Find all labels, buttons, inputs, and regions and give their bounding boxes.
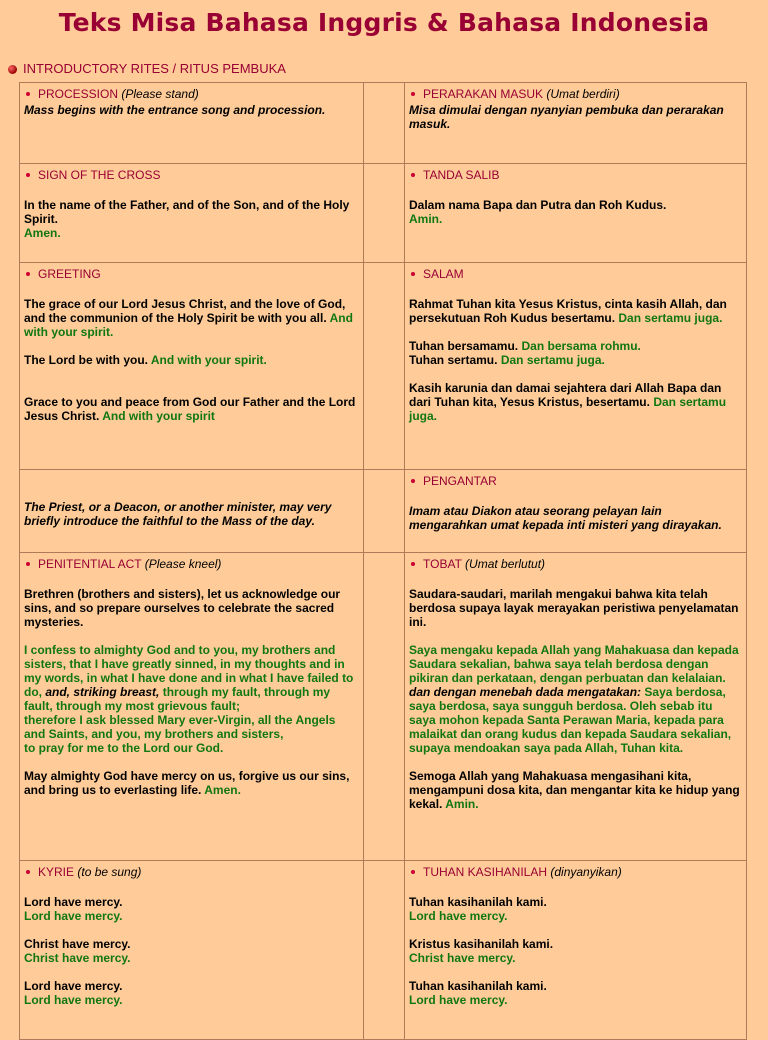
priest-text: Dalam nama Bapa dan Putra dan Roh Kudus. xyxy=(409,198,667,212)
confiteor-text: Saya berdosa, saya berdosa, saya sungguh berdosa. Oleh sebab itu saya mohon kepada Santa Perawan Maria, kepada para malaikat dan orang kudus dan kepada Saudara sekalian, supaya mendoakan saya pada Allah, Tuhan kita. xyxy=(409,685,732,755)
heading-procession: PROCESSION xyxy=(38,87,119,101)
page-title: Teks Misa Bahasa Inggris & Bahasa Indonesia xyxy=(58,8,710,37)
spacer-cell xyxy=(363,860,405,1040)
priest-text: Kasih karunia dan damai sejahtera dari Allah Bapa dan dari Tuhan kita, Yesus Kristus, besertamu. xyxy=(409,381,722,409)
rubric-text: Mass begins with the entrance song and procession. xyxy=(24,103,326,117)
spacer-cell xyxy=(363,469,405,553)
bullet-icon xyxy=(8,65,17,74)
cell-intro-id xyxy=(404,469,747,553)
priest-text: The Lord be with you. xyxy=(24,353,148,367)
priest-text: Christ have mercy. xyxy=(24,937,131,951)
spacer-cell xyxy=(363,163,405,263)
priest-text: May almighty God have mercy on us, forgive us our sins, and bring us to everlasting life. xyxy=(24,769,350,797)
priest-text: Saudara-saudari, marilah mengakui bahwa kita telah berdosa supaya layak merayakan peristiwa penyelamatan ini. xyxy=(409,587,739,629)
rubric-text: Misa dimulai dengan nyanyian pembuka dan perarakan masuk. xyxy=(409,103,724,131)
heading-penitential: PENITENTIAL ACT xyxy=(38,557,142,571)
bullet-icon xyxy=(411,562,415,566)
response-text: Lord have mercy. xyxy=(409,909,508,923)
priest-text: Tuhan sertamu. xyxy=(409,353,498,367)
response-text: Lord have mercy. xyxy=(24,909,123,923)
spacer-cell xyxy=(363,552,405,861)
heading-tobat: TOBAT xyxy=(423,557,462,571)
priest-text: Lord have mercy. xyxy=(24,979,123,993)
confiteor-text: to pray for me to the Lord our God. xyxy=(24,741,224,755)
bullet-icon xyxy=(26,173,30,177)
rubric-text: Imam atau Diakon atau seorang pelayan lain mengarahkan umat kepada inti misteri yang dirayakan. xyxy=(409,504,722,532)
bullet-icon xyxy=(411,272,415,276)
bullet-icon xyxy=(26,272,30,276)
heading-greeting: GREETING xyxy=(38,267,101,281)
rubric-note: (dinyanyikan) xyxy=(550,865,622,879)
priest-text: Tuhan kasihanilah kami. xyxy=(409,979,547,993)
priest-text: Kristus kasihanilah kami. xyxy=(409,937,554,951)
confiteor-text: therefore I ask blessed Mary ever-Virgin, all the Angels and Saints, and you, my brothers and sisters, xyxy=(24,713,336,741)
response-text: Dan bersama rohmu. xyxy=(521,339,641,353)
bullet-icon xyxy=(411,92,415,96)
bullet-icon xyxy=(26,92,30,96)
response-text: Amen. xyxy=(24,226,61,240)
heading-kyrie: KYRIE xyxy=(38,865,75,879)
cell-sign-en xyxy=(19,163,364,263)
response-text: Amin. xyxy=(409,212,443,226)
priest-text: Semoga Allah yang Mahakuasa mengasihani kita, mengampuni dosa kita, dan mengantar kita ke hidup yang kekal. xyxy=(409,769,740,811)
cell-penitential-id xyxy=(404,552,747,861)
heading-tanda-salib: TANDA SALIB xyxy=(423,168,500,182)
response-text: And with your spirit. xyxy=(24,311,353,339)
rubric-note: (to be sung) xyxy=(77,865,142,879)
bullet-icon xyxy=(411,870,415,874)
heading-tuhan-kasihanilah: TUHAN KASIHANILAH xyxy=(423,865,548,879)
rubric-note: (Umat berlutut) xyxy=(465,557,546,571)
priest-text: Tuhan kasihanilah kami. xyxy=(409,895,547,909)
cell-kyrie-en xyxy=(19,860,364,1040)
bullet-icon xyxy=(411,479,415,483)
rubric-text: and, striking breast, xyxy=(45,685,160,699)
confiteor-text: I confess to almighty God and to you, my brothers and sisters, that I have greatly sinned, in my thoughts and in my words, in what I have done and in what I have failed to do, xyxy=(24,643,354,699)
section-heading-label: INTRODUCTORY RITES / RITUS PEMBUKA xyxy=(23,61,286,76)
cell-procession-en xyxy=(19,82,364,164)
cell-procession-id xyxy=(404,82,747,164)
response-text: Dan sertamu juga. xyxy=(618,311,723,325)
priest-text: In the name of the Father, and of the Son, and of the Holy Spirit. xyxy=(24,198,350,226)
heading-salam: SALAM xyxy=(423,267,464,281)
rubric-text: The Priest, or a Deacon, or another minister, may very briefly introduce the faithful to the Mass of the day. xyxy=(24,500,332,528)
response-text: Lord have mercy. xyxy=(24,993,123,1007)
rubric-text: dan dengan menebah dada mengatakan: xyxy=(409,685,642,699)
priest-text: The grace of our Lord Jesus Christ, and the love of God, and the communion of the Holy Spirit be with you all. xyxy=(24,297,346,325)
response-text: Amen. xyxy=(204,783,241,797)
heading-sign: SIGN OF THE CROSS xyxy=(38,168,161,182)
response-text: And with your spirit xyxy=(102,409,215,423)
section-heading xyxy=(8,61,286,76)
response-text: Christ have mercy. xyxy=(409,951,516,965)
cell-greeting-en xyxy=(19,262,364,470)
bullet-icon xyxy=(26,870,30,874)
cell-intro-en xyxy=(19,469,364,553)
cell-greeting-id xyxy=(404,262,747,470)
priest-text: Brethren (brothers and sisters), let us acknowledge our sins, and so prepare ourselves to celebrate the sacred mysteries. xyxy=(24,587,341,629)
priest-text: Rahmat Tuhan kita Yesus Kristus, cinta kasih Allah, dan persekutuan Roh Kudus besertamu. xyxy=(409,297,727,325)
confiteor-text: Saya mengaku kepada Allah yang Mahakuasa dan kepada Saudara sekalian, bahwa saya telah berdosa dengan pikiran dan perkataan, dengan perbuatan dan kelalaian. xyxy=(409,643,739,685)
heading-pengantar: PENGANTAR xyxy=(423,474,497,488)
response-text: Christ have mercy. xyxy=(24,951,131,965)
response-text: Dan sertamu juga. xyxy=(500,353,605,367)
cell-sign-id xyxy=(404,163,747,263)
spacer-cell xyxy=(363,262,405,470)
priest-text: Grace to you and peace from God our Father and the Lord Jesus Christ. xyxy=(24,395,356,423)
bullet-icon xyxy=(26,562,30,566)
confiteor-text: through my fault, through my fault, through my most grievous fault; xyxy=(24,685,331,713)
rubric-note: (Please stand) xyxy=(121,87,199,101)
response-text: Dan sertamu juga. xyxy=(409,395,727,423)
bullet-icon xyxy=(411,173,415,177)
heading-perarakan: PERARAKAN MASUK xyxy=(423,87,544,101)
rubric-note: (Please kneel) xyxy=(144,557,222,571)
response-text: Lord have mercy. xyxy=(409,993,508,1007)
response-text: Amin. xyxy=(445,797,479,811)
rubric-note: (Umat berdiri) xyxy=(546,87,620,101)
priest-text: Lord have mercy. xyxy=(24,895,123,909)
response-text: And with your spirit. xyxy=(150,353,267,367)
cell-penitential-en xyxy=(19,552,364,861)
spacer-cell xyxy=(363,82,405,164)
priest-text: Tuhan bersamamu. xyxy=(409,339,519,353)
cell-kyrie-id xyxy=(404,860,747,1040)
